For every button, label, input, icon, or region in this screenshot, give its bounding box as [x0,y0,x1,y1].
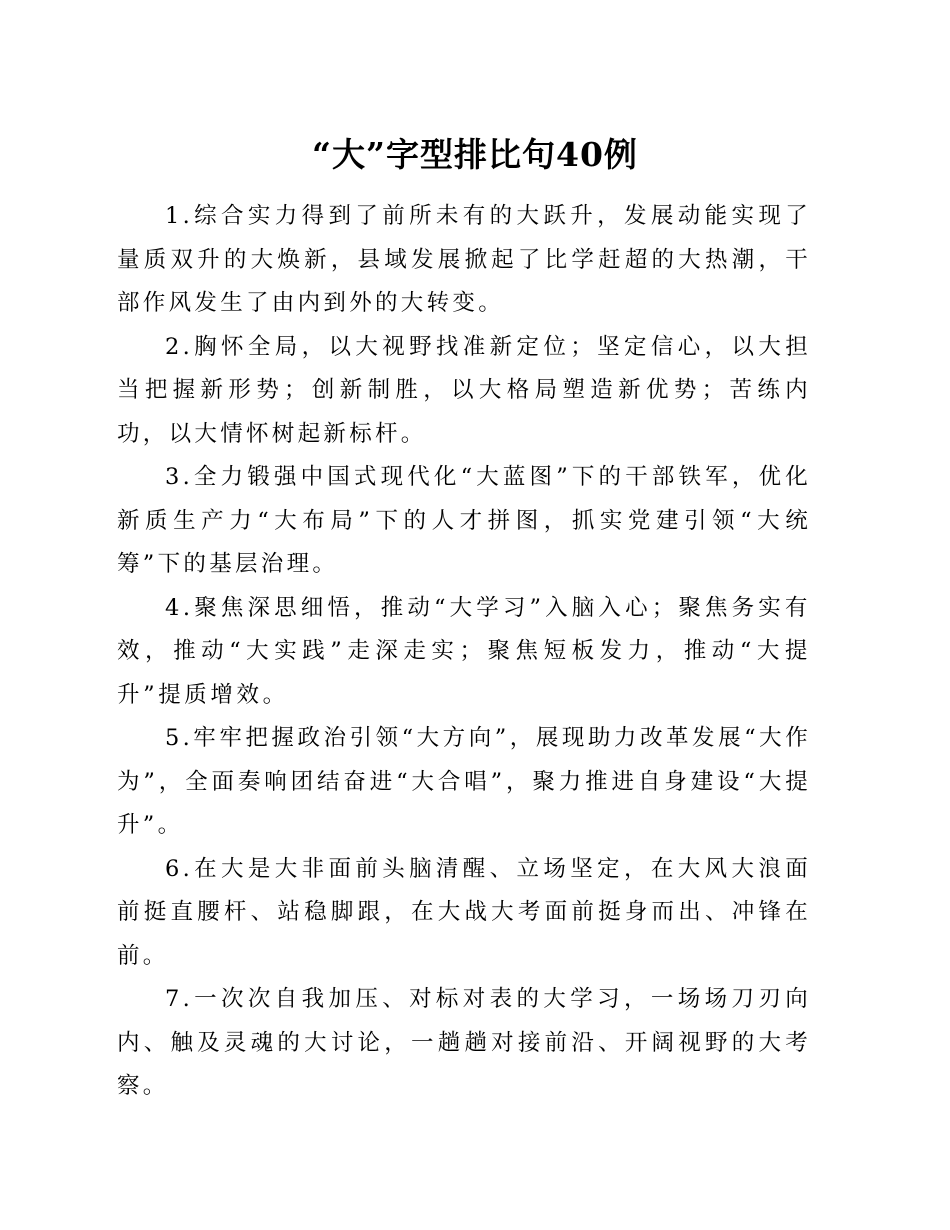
paragraph-4: 4.聚焦深思细悟，推动“大学习”入脑入心；聚焦务实有效，推动“大实践”走深走实；聚焦短板发力，推动“大提升”提质增效。 [117,594,811,708]
document-title: “大”字型排比句40例 [312,135,638,174]
paragraph-3: 3.全力锻强中国式现代化“大蓝图”下的干部铁军，优化新质生产力“大布局”下的人才拼图，抓实党建引领“大统筹”下的基层治理。 [117,464,811,577]
paragraph-6: 6.在大是大非面前头脑清醒、立场坚定，在大风大浪面前挺直腰杆、站稳脚跟，在大战大考面前挺身而出、冲锋在前。 [117,855,811,969]
paragraph-5: 5.牢牢把握政治引领“大方向”，展现助力改革发展“大作为”，全面奏响团结奋进“大合唱”，聚力推进自身建设“大提升”。 [117,725,811,838]
paragraph-7: 7.一次次自我加压、对标对表的大学习，一场场刀刃向内、触及灵魂的大讨论，一趟趟对接前沿、开阔视野的大考察。 [117,986,811,1099]
document-body [117,195,811,1109]
paragraph-1: 1.综合实力得到了前所未有的大跃升，发展动能实现了量质双升的大焕新，县域发展掀起了比学赶超的大热潮，干部作风发生了由内到外的大转变。 [117,203,811,316]
paragraph-2: 2.胸怀全局，以大视野找准新定位；坚定信心，以大担当把握新形势；创新制胜，以大格局塑造新优势；苦练内功，以大情怀树起新标杆。 [117,333,811,447]
